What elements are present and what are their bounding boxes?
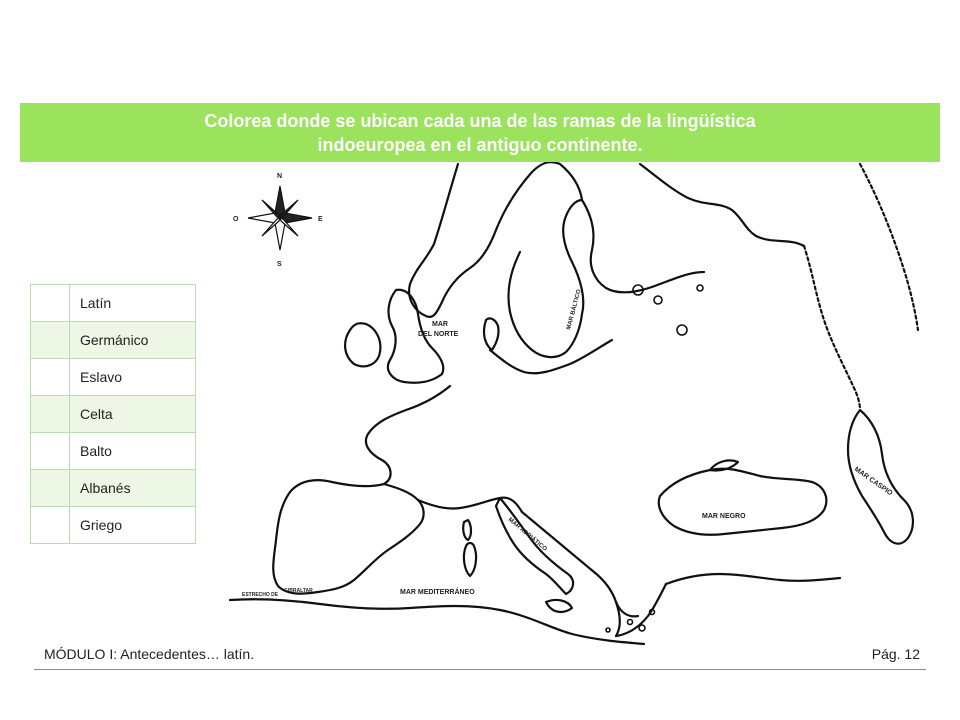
legend-table — [30, 284, 196, 544]
compass-west: O — [233, 216, 239, 223]
legend-color-box[interactable] — [31, 396, 70, 433]
legend-label: Eslavo — [70, 359, 196, 396]
label-mediterranean: MAR MEDITERRÁNEO — [400, 589, 475, 596]
legend-color-box[interactable] — [31, 507, 70, 544]
legend-row — [31, 470, 196, 507]
label-north-sea-2: DEL NORTE — [418, 331, 459, 338]
black-sea — [659, 469, 827, 535]
eastern-frontier — [804, 246, 860, 410]
europe-outline-map — [220, 160, 940, 650]
sweden-coast — [508, 200, 583, 357]
legend-color-box[interactable] — [31, 433, 70, 470]
island-5 — [639, 625, 645, 631]
island-3 — [677, 325, 687, 335]
legend-color-box[interactable] — [31, 359, 70, 396]
legend-row — [31, 285, 196, 322]
balkans-coast — [522, 512, 638, 616]
footer-page-number: Pág. 12 — [871, 646, 920, 662]
label-baltic: MAR BÁLTICO — [566, 288, 583, 331]
legend-label: Albanés — [70, 470, 196, 507]
legend-color-box[interactable] — [31, 470, 70, 507]
label-adriatic: MAR ADRIÁTICO — [506, 516, 548, 553]
ireland — [345, 323, 380, 366]
compass-south: S — [277, 261, 282, 268]
finland-coast — [582, 200, 704, 292]
label-black-sea: MAR NEGRO — [702, 513, 746, 520]
legend-color-box[interactable] — [31, 322, 70, 359]
sicily — [546, 600, 572, 612]
label-caspian: MAR CASPIO — [852, 465, 894, 498]
corsica — [463, 520, 471, 540]
compass-east: E — [318, 216, 323, 223]
legend-row — [31, 433, 196, 470]
island-6 — [628, 620, 633, 625]
caspian-sea — [848, 410, 913, 544]
label-gibraltar-1: ESTRECHO DE — [242, 592, 279, 598]
footer-module-title: MÓDULO I: Antecedentes… latín. — [44, 646, 255, 662]
legend-row — [31, 322, 196, 359]
legend-color-box[interactable] — [31, 285, 70, 322]
ural-line — [860, 164, 918, 330]
west-europe-coast — [366, 386, 450, 484]
greece — [616, 584, 666, 636]
island-2 — [654, 296, 662, 304]
anatolia — [666, 574, 840, 584]
legend-row — [31, 359, 196, 396]
instruction-line-1: Colorea donde se ubican cada una de las ramas de la lingüística — [204, 110, 756, 131]
instruction-line-2: indoeuropea en el antiguo continente. — [317, 134, 643, 155]
island-4 — [697, 285, 703, 291]
scandinavia-coast — [409, 162, 582, 317]
compass-rose — [233, 173, 323, 268]
legend-label: Balto — [70, 433, 196, 470]
sardinia — [464, 543, 476, 576]
russia-north-coast — [640, 164, 804, 246]
legend-label: Germánico — [70, 322, 196, 359]
island-8 — [606, 628, 610, 632]
iberian-peninsula — [273, 480, 423, 594]
north-africa-coast — [230, 599, 644, 644]
legend-label: Griego — [70, 507, 196, 544]
legend-row — [31, 507, 196, 544]
legend-label: Celta — [70, 396, 196, 433]
label-gibraltar-2: GIBRALTAR — [284, 588, 313, 594]
legend-row — [31, 396, 196, 433]
label-north-sea-1: MAR — [432, 321, 448, 328]
instruction-banner — [20, 103, 940, 162]
footer-divider — [34, 669, 926, 670]
legend-label: Latín — [70, 285, 196, 322]
denmark — [484, 318, 499, 350]
compass-north: N — [277, 173, 283, 180]
